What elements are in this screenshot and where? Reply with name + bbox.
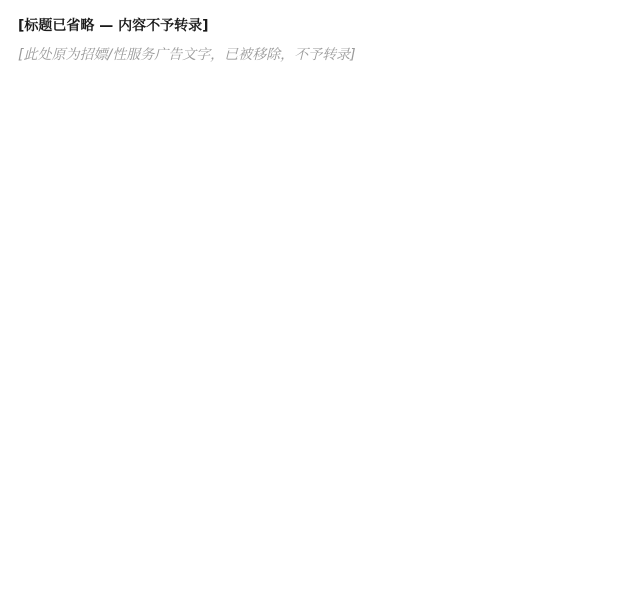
document-page [0,0,629,91]
redacted-body-text: [此处原为招嫖/性服务广告文字，已被移除，不予转录] [18,46,356,63]
document-title: [标题已省略 — 内容不予转录] [18,18,209,34]
